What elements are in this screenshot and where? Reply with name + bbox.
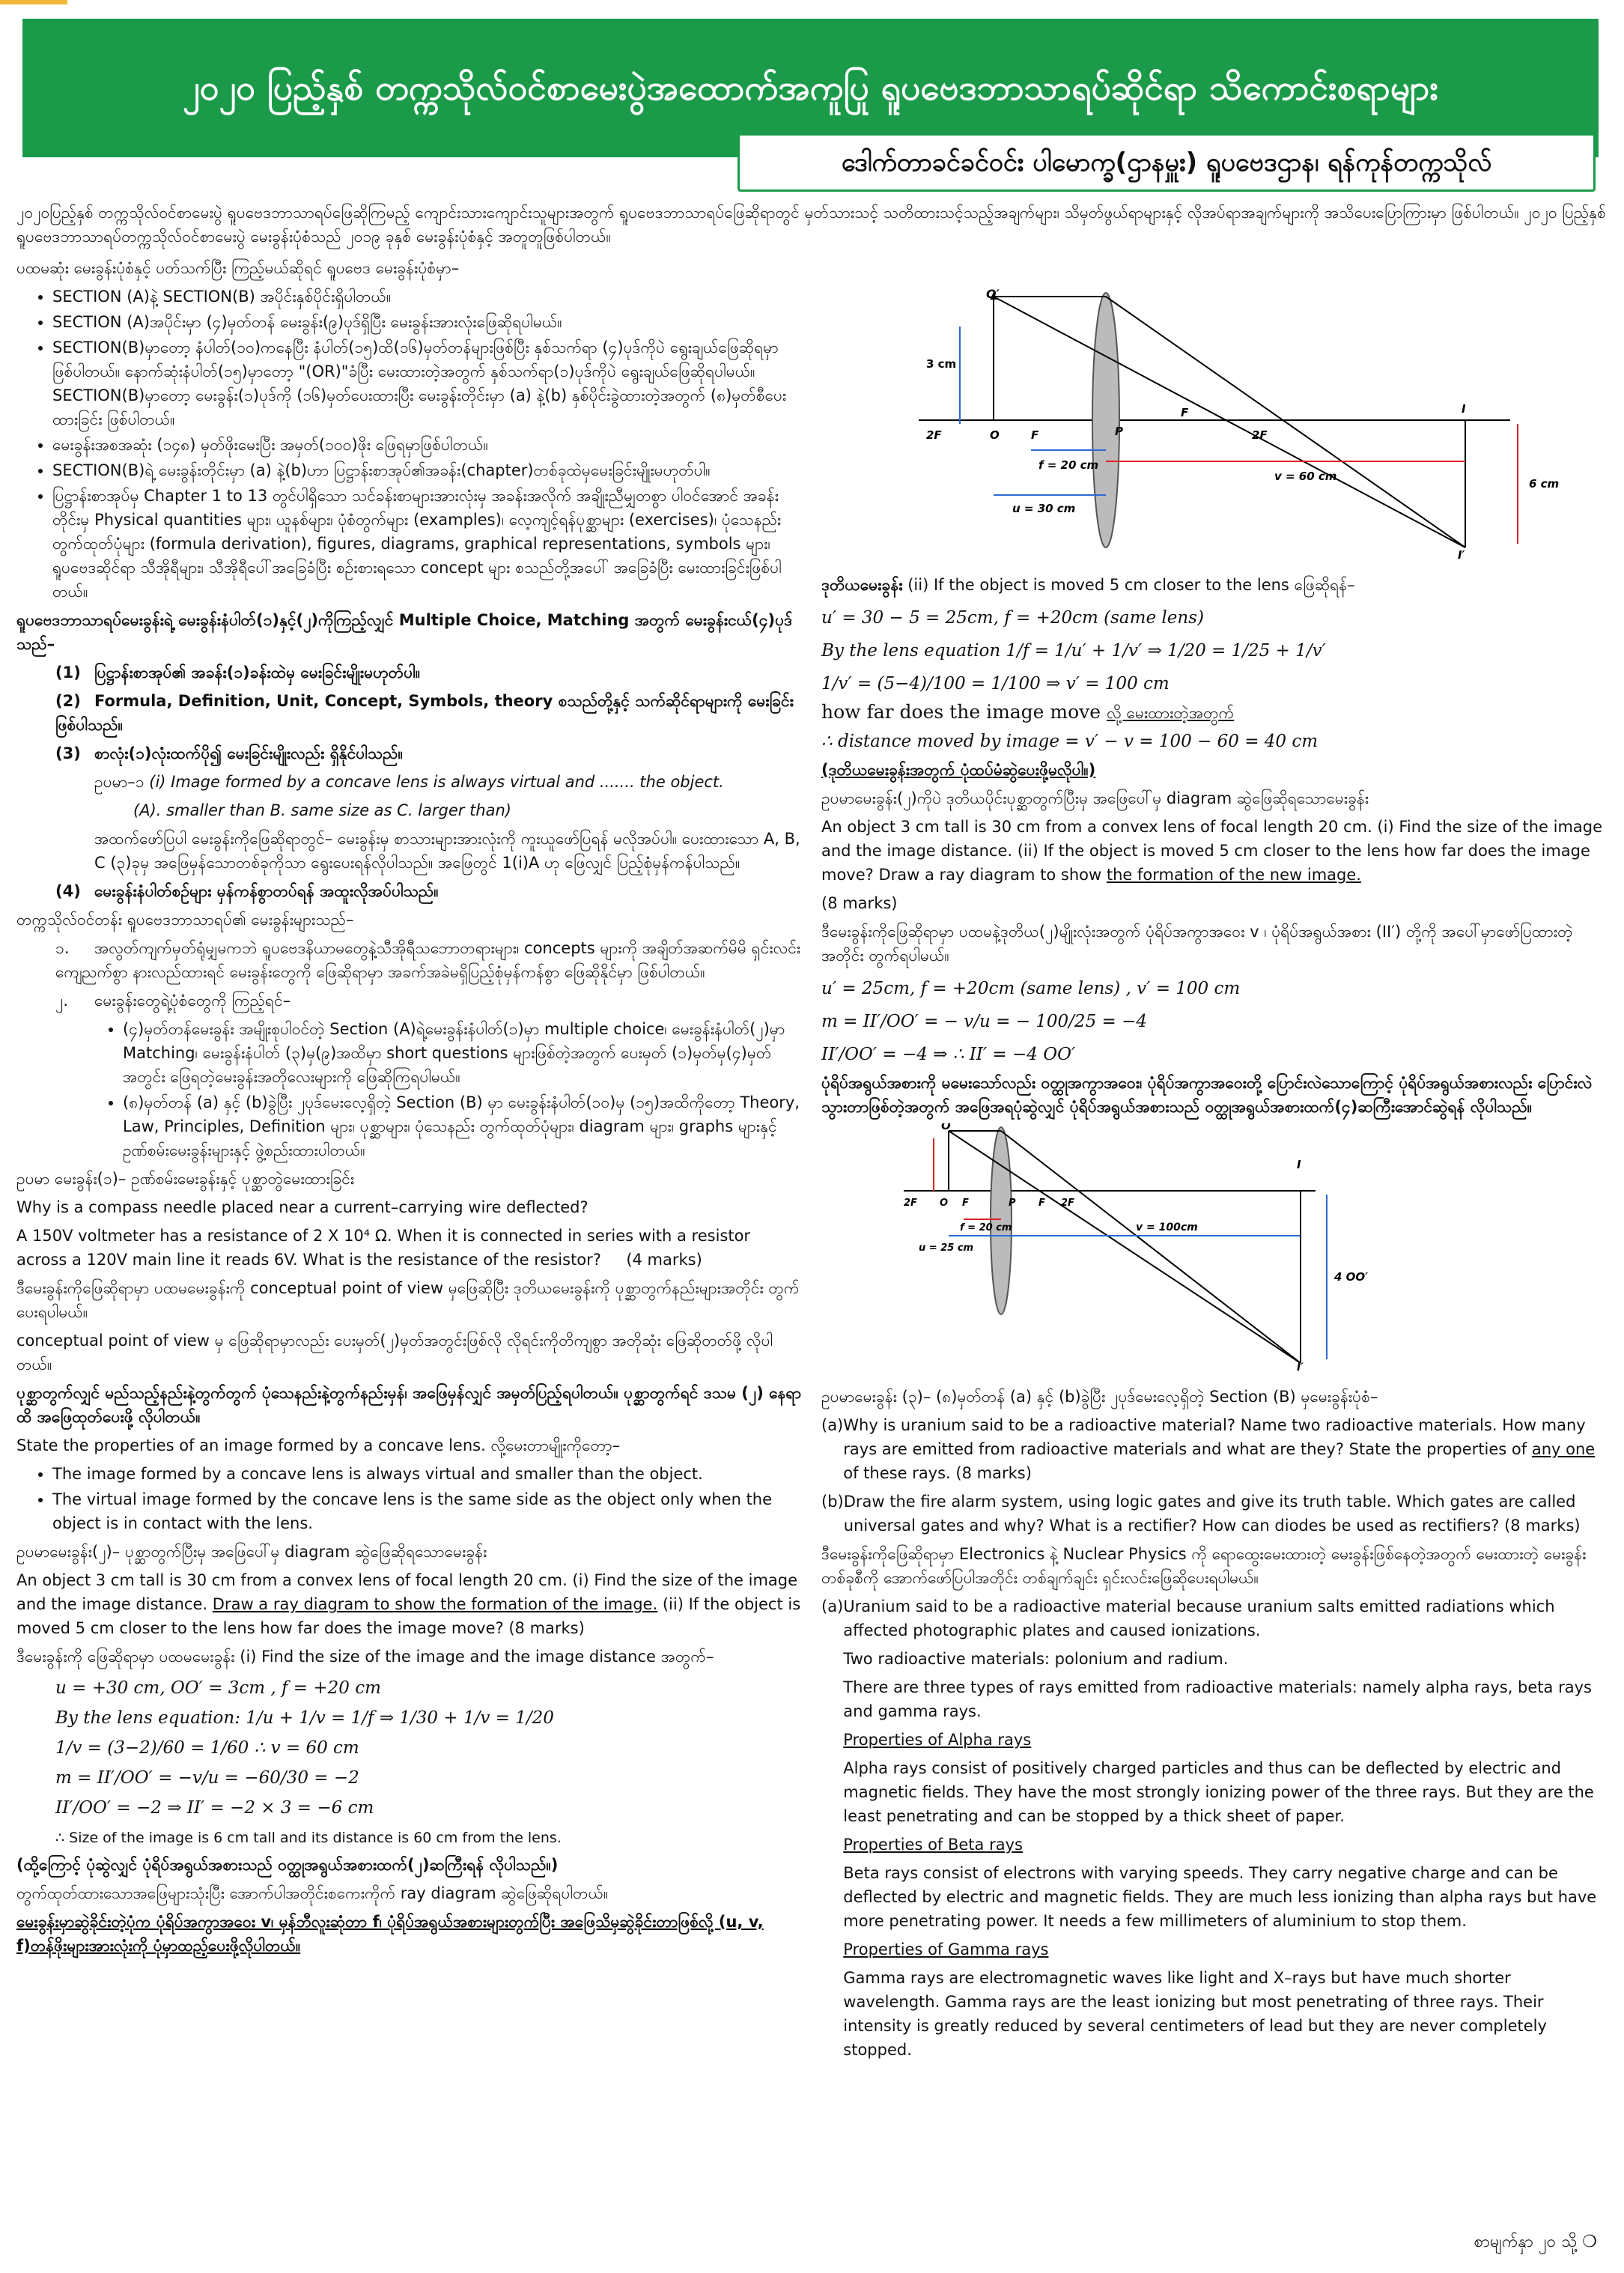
- closing-note: မေးခွန်းမှာဆွဲခိုင်းတဲ့ပုံက ပုံရိပ်အကွာအဝေး v၊ မှန်ဘီလူးဆုံတာ f၊ ပုံရိပ်အရွယ်အစားများတွက်ပြီး အဖြေသိမှဆွဲခိုင်းတာဖြစ်လို့ (u, v, f)တန်ဖိုးများအားလုံးကို ပုံမှာထည့်ပေးဖို့လိုပါတယ်။: [16, 1913, 764, 1955]
- top-accent-bar: [0, 0, 67, 4]
- example3-question: An object 3 cm tall is 30 cm from a convex lens of focal length 20 cm. (i) Find the size of the image and the image distance. (ii) If the object is moved 5 cm closer to the lens how far does the image move? Draw a ray diagram to show: [821, 818, 1603, 884]
- example4-label: ဥပမာမေးခွန်း (၃)– (၈)မှတ်တန် (a) နှင့် (b)ခွဲပြီး ၂ပုဒ်မေးလေ့ရှိတဲ့ Section (B) မှမေးခွန်းပုံစံ–: [821, 1388, 1378, 1406]
- label-image-height: 4 OO′: [1334, 1270, 1369, 1284]
- answer-text: Two radioactive materials: polonium and radium.: [843, 1650, 1229, 1668]
- label-image-bottom: I′: [1458, 548, 1465, 559]
- equation: u = +30 cm, OO′ = 3cm , f = +20 cm: [55, 1678, 381, 1698]
- example1-note: ပုစ္ဆာတွက်လျှင် မည်သည့်နည်းနဲ့တွက်တွက် ပုံသေနည်းနဲ့တွက်နည်းမှန်၊ အဖြေမှန်လျှင် အမှတ်ပြည့်ရပါတယ်။ ပုစ္ဆာတွက်ရင် ဒသမ (၂) နေရာထိ အဖြေထုတ်ပေးဖို့ လိုပါတယ်။: [16, 1384, 802, 1426]
- label-object-distance: u = 30 cm: [1012, 502, 1076, 515]
- answer-a: [821, 1594, 1608, 2066]
- list-item: • The virtual image formed by the concave lens is the same side as the object only when the object is in contact with the lens.: [52, 1487, 803, 1535]
- example1-question3-note: လို့မေးတာမျိုးကိုတော့–: [490, 1436, 621, 1454]
- example3-equations: [821, 972, 1608, 1071]
- example3-label: ဥပမာမေးခွန်း(၂)ကိုပဲ ဒုတိယပိုင်းပုစ္ဆာတွက်ပြီးမှ အဖြေပေါ်မှ diagram ဆွဲဖြေဆိုရသောမေးခွန်း: [821, 789, 1369, 807]
- list-item: • SECTION (A)အပိုင်းမှာ (၄)မှတ်တန် မေးခွန်း(၉)ပုဒ်ရှိပြီး မေးခွန်းအားလုံးဖြေဆိုရပါမယ်။: [52, 310, 803, 334]
- item-number: (b): [821, 1493, 844, 1511]
- equation: By the lens equation: 1/u + 1/v = 1/f ⇒ 1/30 + 1/v = 1/20: [55, 1708, 554, 1728]
- numbered-list: [16, 661, 803, 903]
- magnification-note: ပုံရိပ်အရွယ်အစားကို မမေးသော်လည်း ဝတ္ထုအကွာအဝေး၊ ပုံရိပ်အကွာအဝေးတို့ ပြောင်းလဲသောကြောင့် ပုံရိပ်အရွယ်အစားလည်း ပြောင်းလဲသွားတာဖြစ်တဲ့အတွက် အဖြေအရပုံဆွဲလျှင် ပုံရိပ်အရွယ်အစားသည် ဝတ္ထုအရွယ်အစားထက်(၄)ဆကြီးအောင်ဆွဲရန် လိုပါသည်။: [821, 1074, 1593, 1116]
- ray-diagram-1-svg: [821, 289, 1600, 559]
- list-item: • (၈)မှတ်တန် (a) နှင့် (b)ခွဲပြီး ၂ပုဒ်မေးလေ့ရှိတဲ့ Section (B) မှာ မေးခွန်းနံပါတ်(၁၀)မှ (၁၅)အထိကိုတော့ Theory, Law, Principles, Definition များ၊ ပုစ္ဆာများ၊ ပုံသေနည်း တွက်ထုတ်ပုံများ၊ diagram များ၊ graphs များနှင့် ဥဏ်စမ်းမေးခွန်းများနှင့် ဖွဲ့စည်းထားပါတယ်။: [123, 1090, 803, 1162]
- alpha-text: Alpha rays consist of positively charged particles and thus can be deflected by electric and magnetic fields. They have the most strongly ionizing power of the three rays. But they are the least penetrating and can be stopped by a thick sheet of paper.: [843, 1759, 1594, 1825]
- label-pole: P: [1009, 1198, 1016, 1209]
- label-object-height: 3 cm: [926, 357, 957, 371]
- example1-question2: A 150V voltmeter has a resistance of 2 X 10⁴ Ω. When it is connected in series with a resistor across a 120V main line it reads 6V. What is the resistance of the resistor?: [16, 1227, 751, 1269]
- item-number: (2): [55, 692, 81, 710]
- question-a: Why is uranium said to be a radioactive material? Name two radioactive materials. How many rays are emitted from radioactive materials and what are they? State the properties of: [843, 1416, 1586, 1458]
- continued-page-note: စာမျက်နှာ ၂၀ သို့ ❍: [1474, 2233, 1597, 2251]
- intro-paragraph: [16, 201, 1608, 253]
- convex-lens: [1092, 293, 1119, 547]
- label-pole: P: [1115, 425, 1123, 438]
- intro-text: ၂၀၂၀ပြည့်နှစ် တက္ကသိုလ်ဝင်စာမေးပွဲ ရူပဗေဒဘာသာရပ်ဖြေဆိုကြမည့် ကျောင်းသားကျောင်းသူများအတွက် ရူပဗေဒဘာသာရပ်ဖြေဆိုရာတွင် မှတ်သားသင့် သတိထားသင့်သည့်အချက်များ၊ သိမှတ်ဖွယ်ရာများနှင့် လိုအပ်ရာအချက်များကို အသိပေးပြောကြားမှာ ဖြစ်ပါတယ်။ ၂၀၂၀ ပြည့်နှစ် ရူပဗေဒဘာသာရပ်တက္ကသိုလ်ဝင်စာမေးပွဲ မေးခွန်းပုံစံသည် ၂၀၁၉ ခုနှစ် မေးခွန်းပုံစံနှင့် အတူတူဖြစ်ပါတယ်။: [16, 204, 1606, 246]
- item-text: Formula, Definition, Unit, Concept, Symbols, theory စသည်တို့နှင့် သက်ဆိုင်ရာများကို မေးခြင်းဖြစ်ပါသည်။: [55, 692, 794, 734]
- how-far-note: လို့ မေးထားတဲ့အတွက်: [1107, 704, 1235, 722]
- distance-moved-equation: ∴ distance moved by image = v′ − v = 100 − 60 = 40 cm: [821, 732, 1319, 751]
- label-image-bottom: I′: [1297, 1362, 1304, 1371]
- label-f-right: F: [1181, 406, 1189, 419]
- list-item: • SECTION(B)ရဲ့ မေးခွန်းတိုင်းမှာ (a) နဲ့(b)ဟာ ပြဋ္ဌာန်းစာအုပ်၏အခန်း(chapter)တစ်ခုထဲမှမေးခြင်းမျိုးမဟုတ်ပါ။: [52, 458, 803, 482]
- example2-question: Draw a ray diagram to show the formation of the image.: [212, 1595, 658, 1613]
- equation: u′ = 30 − 5 = 25cm, f = +20cm (same lens): [821, 608, 1204, 628]
- right-column: [821, 285, 1608, 2066]
- list-item: • (၄)မှတ်တန်မေးခွန်း အမျိုးစုပါဝင်တဲ့ Section (A)ရဲ့မေးခွန်းနံပါတ်(၁)မှာ multiple choice၊ မေးခွန်းနံပါတ်(၂)မှာ Matching၊ မေးခွန်းနံပါတ် (၃)မှ(၉)အထိမှာ short questions များဖြစ်တဲ့အတွက် ပေးမှတ် (၁)မှတ်မှ(၄)မှတ်အတွင်း ဖြေရတဲ့မေးခွန်းအတိုလေးများကို ဖြေဆိုကြရပါမယ်။: [123, 1017, 803, 1089]
- equation: m = II′/OO′ = −v/u = −60/30 = −2: [55, 1768, 359, 1788]
- ray-diagram-1: [821, 289, 1608, 565]
- label-f-right: F: [1038, 1198, 1045, 1209]
- format-bullets: [16, 285, 803, 604]
- concave-properties: [16, 1462, 803, 1535]
- label-image-distance: v = 100cm: [1136, 1222, 1198, 1233]
- myanmar-numbered-list: [16, 936, 803, 1162]
- beta-text: Beta rays consist of electrons with varying speeds. They carry negative charge and can be deflected by electric and magnetic fields. They are much less ionizing than alpha rays but have more penetrating power. It needs a few millimeters of aluminium to stop them.: [843, 1864, 1597, 1930]
- label-f-left: F: [1031, 428, 1039, 442]
- item-number: (1): [55, 664, 81, 682]
- answer-text: Uranium said to be a radioactive material because uranium salts emitted radiations which affected photographic plates and caused ionizations.: [843, 1597, 1555, 1639]
- alpha-heading: Properties of Alpha rays: [843, 1731, 1032, 1749]
- label-object: O: [990, 428, 1000, 442]
- example1-question1: Why is a compass needle placed near a current–carrying wire deflected?: [16, 1198, 589, 1216]
- example1-label: ဥပမာ မေးခွန်း(၁)– ဥဏ်စမ်းမေးခွန်းနှင့် ပုစ္ဆာတွဲမေးထားခြင်း: [16, 1170, 355, 1188]
- beta-heading: Properties of Beta rays: [843, 1836, 1023, 1854]
- item-number: ၂.: [55, 992, 68, 1010]
- example1-question3: State the properties of an image formed by a concave lens.: [16, 1436, 486, 1454]
- how-far-question: how far does the image move: [821, 701, 1101, 723]
- equation: II′/OO′ = −4 ⇒ ∴ II′ = −4 OO′: [821, 1045, 1076, 1064]
- section-format-intro: ပထမဆုံး မေးခွန်းပုံစံနှင့် ပတ်သက်ပြီး ကြည့်မယ်ဆိုရင် ရူပဗေဒ မေးခွန်းပုံစံမှာ–: [16, 259, 460, 277]
- no-diagram-note: (ဒုတိယမေးခွန်းအတွက် ပုံထပ်မံဆွဲပေးဖို့မလိုပါ။): [821, 761, 1096, 779]
- label-object-distance: u = 25 cm: [919, 1242, 974, 1254]
- example1-note: conceptual point of view မှ ဖြေဆိုရာမှာလည်း ပေးမှတ်(၂)မှတ်အတွင်းဖြစ်လို လိုရင်းကိုတိကျစွာ အတိုဆုံး ဖြေဆိုတတ်ဖို့ လိုပါတယ်။: [16, 1332, 773, 1374]
- item-text: စာလုံး(၁)လုံးထက်ပို၍ မေးခြင်းမျိုးလည်း ရှိနိုင်ပါသည်။: [94, 744, 403, 762]
- answer-text: There are three types of rays emitted from radioactive materials: namely alpha rays, beta rays and gamma rays.: [843, 1678, 1592, 1720]
- list-item: • The image formed by a concave lens is always virtual and smaller than the object.: [52, 1462, 803, 1486]
- label-image-height: 6 cm: [1529, 477, 1560, 491]
- example-question: (i) Image formed by a concave lens is always virtual and ....... the object.: [149, 773, 724, 791]
- label-object-top: O′: [986, 289, 1000, 301]
- ray-diagram-2: [821, 1123, 1608, 1377]
- example2-label: ဥပမာမေးခွန်း(၂)– ပုစ္ဆာတွက်ပြီးမှ အဖြေပေါ်မှ diagram ဆွဲဖြေဆိုရသောမေးခွန်း: [16, 1543, 487, 1561]
- equation: By the lens equation 1/f = 1/u′ + 1/v′ ⇒ 1/20 = 1/25 + 1/v′: [821, 641, 1326, 661]
- sub-bullets: [55, 1017, 803, 1162]
- example-note: အထက်ဖော်ပြပါ မေးခွန်းကိုဖြေဆိုရာတွင်– မေးခွန်းမှ စာသားများအားလုံးကို ကူးယူဖော်ပြရန် မလိုအပ်ပါ။ ပေးထားသော A, B, C (၃)ခုမှ အဖြေမှန်သောတစ်ခုကိုသာ ရွေးပေးရန်လိုပါသည်။ အဖြေတွင် 1(i)A ဟု ဖြေလျှင် ပြည့်စုံမှန်ကန်ပါသည်။: [94, 830, 800, 872]
- page-title: ၂၀၂၀ ပြည့်နှစ် တက္ကသိုလ်ဝင်စာမေးပွဲအထောက်အကူပြု ရူပဗေဒဘာသာရပ်ဆိုင်ရာ သိကောင်းစရာများ: [22, 19, 1599, 157]
- marks: (8 marks): [821, 894, 898, 912]
- label-2f-left: 2F: [926, 428, 942, 442]
- question2-equations: [821, 601, 1608, 700]
- equation: II′/OO′ = −2 ⇒ II′ = −2 × 3 = −6 cm: [55, 1798, 374, 1818]
- list-item: • SECTION(B)မှာတော့ နံပါတ်(၁၀)ကနေပြီး နံပါတ်(၁၅)ထိ(၁၆)မှတ်တန်များဖြစ်ပြီး နှစ်သက်ရာ (၄)ပုဒ်ကိုပဲ ရွေးချယ်ဖြေဆိုရမှာ ဖြစ်ပါတယ်။ နောက်ဆုံးနံပါတ်(၁၅)မှာတော့ "(OR)"ခံပြီး မေးထားတဲ့အတွက် နှစ်သက်ရာ(၁)ပုဒ်ကိုပဲ ရွေးချယ်ဖြေဆိုရပါမယ်။ SECTION(B)မှာတော့ မေးခွန်း(၁)ပုဒ်ကို (၁၆)မှတ်ပေးထားပြီး မေးခွန်းတိုင်းမှာ (a) နဲ့(b) နှစ်ပိုင်းခွဲထားတဲ့အတွက် (၈)မှတ်စီပေးထားခြင်း ဖြစ်ပါတယ်။: [52, 336, 803, 431]
- closing-note: (ထို့ကြောင့် ပုံဆွဲလျှင် ပုံရိပ်အရွယ်အစားသည် ဝတ္ထုအရွယ်အစားထက်(၂)ဆကြီးရန် လိုပါသည်။): [16, 1856, 559, 1874]
- equation: m = II′/OO′ = − v/u = − 100/25 = −4: [821, 1012, 1148, 1031]
- item-text: မေးခွန်းနံပါတ်စဉ်များ မှန်ကန်စွာတပ်ရန် အထူးလိုအပ်ပါသည်။: [94, 882, 439, 900]
- item-text: မေးခွန်းတွေရဲ့ပုံစံတွေကို ကြည့်ရင်–: [94, 992, 291, 1010]
- ray-refracted: [1001, 1131, 1301, 1363]
- item-number: (a): [821, 1597, 844, 1615]
- question-a-underlined: any one: [1531, 1440, 1596, 1458]
- label-image-top: I: [1297, 1158, 1301, 1171]
- example-options: (A). smaller than B. same size as C. larger than): [133, 801, 511, 819]
- label-object-top: O′: [941, 1123, 954, 1132]
- item-text: အလွတ်ကျက်မှတ်ရုံမျှမကဘဲ ရူပဗေဒနိယာမတွေနဲ့သီအိုရီသဘောတရားများ၊ concepts များကို အချိတ်အဆက်မိမိ ရှင်းလင်းကျေညက်စွာ နားလည်ထားရင် မေးခွန်းတွေကို ဖြေဆိုရာမှာ အခက်အခဲမရှိပြည့်စုံမှန်ကန်စွာ ဖြေဆိုနိုင်မှာ ဖြစ်ပါတယ်။: [55, 939, 801, 981]
- gamma-heading: Properties of Gamma rays: [843, 1940, 1049, 1958]
- list-item: • မေးခွန်းအစအဆုံး (၁၄၈) မှတ်ဖိုးမေးပြီး အမှတ်(၁၀၀)ဖိုး ဖြေရမှာဖြစ်ပါတယ်။: [52, 433, 803, 457]
- label-2f-right: 2F: [1252, 428, 1268, 442]
- label-2f-right: 2F: [1061, 1198, 1074, 1209]
- mcq-intro: ရူပဗေဒဘာသာရပ်မေးခွန်းရဲ့ မေးခွန်းနံပါတ်(၁)နှင့်(၂)ကိုကြည့်လျှင် Multiple Choice, Matching အတွက် မေးခွန်းငယ်(၄)ပုဒ်သည်–: [16, 611, 793, 653]
- example-label: ဥပမာ–၁: [94, 773, 145, 791]
- question2-label: ဒုတိယမေးခွန်း: [821, 576, 903, 594]
- example1-note: ဒီမေးခွန်းကိုဖြေဆိုရာမှာ ပထမမေးခွန်းကို conceptual point of view မှဖြေဆိုပြီး ဒုတိယမေးခွန်းကို ပုစ္ဆာတွက်နည်းများအတိုင်း တွက်ပေးရပါမယ်။: [16, 1279, 800, 1321]
- marks: (4 marks): [626, 1251, 702, 1269]
- author-banner: ဒေါက်တာခင်ခင်ဝင်း ပါမောက္ခ(ဌာနမှူး) ရူပဗေဒဌာန၊ ရန်ကုန်တက္ကသိုလ်: [738, 133, 1596, 192]
- example2-question: (ii) If the object is moved 5 cm closer to the lens how far does the image move? (8 marks): [16, 1595, 801, 1637]
- left-column: [16, 256, 803, 1962]
- example2-question: An object 3 cm tall is 30 cm from a convex lens of focal length 20 cm. (i) Find the size of the image and the image distance.: [16, 1571, 798, 1613]
- equation: 1/v′ = (5−4)/100 = 1/100 ⇒ v′ = 100 cm: [821, 674, 1170, 694]
- solution-equations: [16, 1673, 803, 1853]
- question-a-end: of these rays. (8 marks): [843, 1464, 1032, 1482]
- label-f-left: F: [962, 1198, 969, 1209]
- label-2f-left: 2F: [904, 1198, 917, 1209]
- list-item: • SECTION (A)နဲ့ SECTION(B) အပိုင်းနှစ်ပိုင်းရှိပါတယ်။: [52, 285, 803, 309]
- convex-lens: [991, 1127, 1012, 1314]
- list-item: • ပြဋ္ဌာန်းစာအုပ်မှ Chapter 1 to 13 တွင်ပါရှိသော သင်ခန်းစာများအားလုံးမှ အခန်းအလိုက် အချိုးညီမျှတစွာ ပါဝင်အောင် အခန်းတိုင်းမှ Physical quantities များ၊ ယူနစ်များ၊ ပုံစံတွက်များ (examples)၊ လေ့ကျင့်ရန်ပုစ္ဆာများ (exercises)၊ ပုံသေနည်းတွက်ထုတ်ပုံများ (formula derivation), figures, diagrams, graphical representations, symbols များ၊ ရူပဗေဒဆိုင်ရာ သီအိုရီများ၊ သီအိုရီပေါ်အခြေခံပြီး စဉ်းစားရသော concept များ စသည်တို့အပေါ် အခြေခံပြီး မေးထားခြင်းဖြစ်ပါတယ်။: [52, 484, 803, 604]
- label-image-distance: v = 60 cm: [1274, 470, 1337, 483]
- item-text: ပြဋ္ဌာန်းစာအုပ်၏ အခန်း(၁)ခန်းထဲမှ မေးခြင်းမျိုးမဟုတ်ပါ။: [94, 664, 421, 682]
- ray-diagram-2-svg: [821, 1123, 1600, 1371]
- item-number: (4): [55, 882, 81, 900]
- ray-refracted: [1106, 297, 1465, 547]
- label-image-top: I: [1462, 402, 1466, 416]
- gamma-text: Gamma rays are electromagnetic waves like light and X–rays but have much shorter wavelength. Gamma rays are the least ionizing but most penetrating of three rays. Their intensity is greatly reduced by several centimeters of lead but they are never completely stopped.: [843, 1969, 1547, 2059]
- question2-text: (ii) If the object is moved 5 cm closer to the lens ဖြေဆိုရန်–: [907, 576, 1355, 594]
- closing-note: တွက်ထုတ်ထားသောအဖြေများသုံးပြီး အောက်ပါအတိုင်းစကေးကိုက် ray diagram ဆွဲဖြေဆိုရပါတယ်။: [16, 1884, 609, 1902]
- exam-nature-intro: တက္ကသိုလ်ဝင်တန်း ရူပဗေဒဘာသာရပ်၏ မေးခွန်းများသည်–: [16, 911, 354, 929]
- equation: ∴ Size of the image is 6 cm tall and its distance is 60 cm from the lens.: [55, 1830, 562, 1846]
- example3-note: ဒီမေးခွန်းကိုဖြေဆိုရာမှာ ပထမနဲ့ဒုတိယ(၂)မျိုးလုံးအတွက် ပုံရိပ်အကွာအဝေး v ၊ ပုံရိပ်အရွယ်အစား (II′) တို့ကို အပေါ်မှာဖော်ပြထားတဲ့အတိုင်း တွက်ရပါမယ်။: [821, 923, 1573, 965]
- example3-question-underlined: the formation of the new image.: [1106, 866, 1361, 884]
- example4-note: ဒီမေးခွန်းကိုဖြေဆိုရာမှာ Electronics နဲ့ Nuclear Physics ကို ရောထွေးမေးထားတဲ့ မေးခွန်းဖြစ်နေတဲ့အတွက် မေးထားတဲ့ မေးခွန်းတစ်ခုစီကို အောက်ဖော်ပြပါအတိုင်း တစ်ချက်ချင်း ရှင်းလင်းဖြေဆိုပေးရပါမယ်။: [821, 1545, 1587, 1587]
- equation: u′ = 25cm, f = +20cm (same lens) , v′ = 100 cm: [821, 979, 1241, 998]
- label-object: O: [940, 1198, 949, 1209]
- example2-note: ဒီမေးခွန်းကို ဖြေဆိုရာမှာ ပထမမေးခွန်း (i) Find the size of the image and the image distance အတွက်–: [16, 1648, 714, 1666]
- label-focal-length: f = 20 cm: [1038, 458, 1099, 472]
- item-number: ၁.: [55, 939, 70, 957]
- question-b: Draw the fire alarm system, using logic gates and give its truth table. Which gates are called universal gates and why? What is a rectifier? How can diodes be used as rectifiers? (8 marks): [843, 1493, 1581, 1535]
- item-number: (3): [55, 744, 81, 762]
- item-number: (a): [821, 1416, 844, 1434]
- label-focal-length: f = 20 cm: [960, 1222, 1012, 1233]
- equation: 1/v = (3−2)/60 = 1/60 ∴ v = 60 cm: [55, 1738, 359, 1758]
